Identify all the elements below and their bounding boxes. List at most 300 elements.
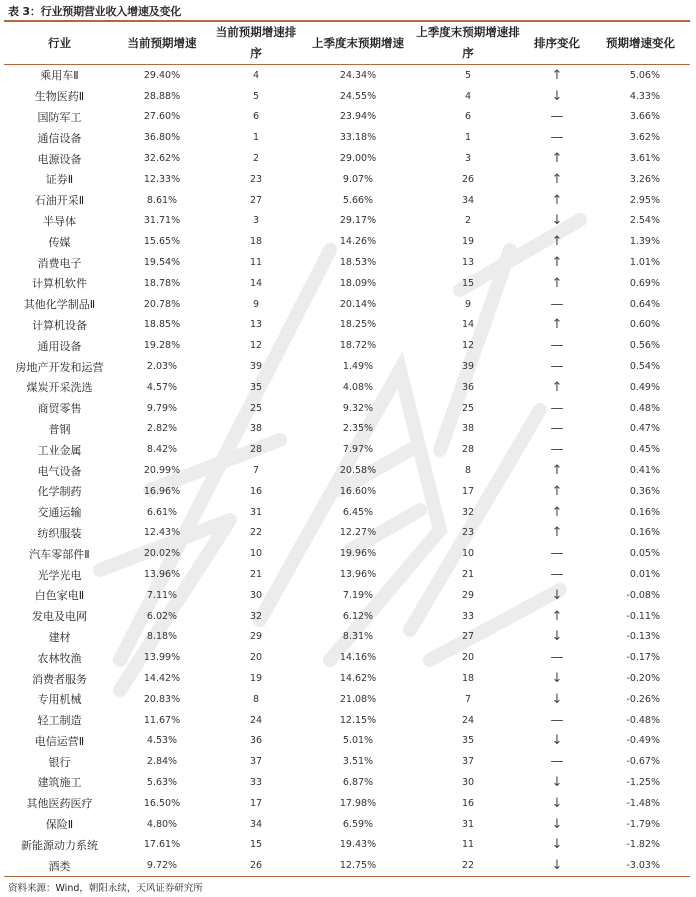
cell-current-growth: 13.96% [143,569,181,581]
cell-growth-change: -1.82% [626,839,660,851]
table-row [4,439,690,460]
cell-rank-change: ↑ [551,255,563,271]
cell-prev-growth: 6.59% [342,818,374,830]
cell-prev-growth: 1.49% [342,361,374,373]
cell-rank-change: ↓ [551,691,563,707]
cell-current-rank: 15 [249,839,263,851]
cell-growth-change: 5.06% [629,69,660,81]
header-current-growth: 当前预期增速 [115,21,209,65]
cell-current-growth: 18.78% [143,277,181,289]
cell-current-growth: 4.57% [146,381,178,393]
table-row [4,315,690,336]
header-growth-change: 预期增速变化 [591,21,690,65]
cell-prev-growth: 14.62% [339,673,377,684]
cell-rank-change: ↑ [551,67,563,83]
cell-industry: 工业金属 [37,443,82,457]
cell-growth-change: -0.17% [626,652,660,664]
cell-rank-change: ↓ [551,213,563,229]
table-row [4,211,690,232]
cell-prev-rank: 15 [461,277,475,289]
cell-rank-change: — [550,400,564,416]
table-row [4,668,690,689]
header-prev-growth: 上季度末预期增速 [303,21,413,65]
table-row [4,606,690,627]
cell-industry: 石油开采Ⅱ [34,194,85,208]
cell-industry: 其他医药医疗 [26,797,93,811]
cell-rank-change: ↑ [551,275,563,291]
cell-prev-growth: 12.75% [339,860,377,872]
cell-industry: 煤炭开采洗选 [26,381,93,395]
table-row [4,231,690,252]
cell-growth-change: 0.05% [629,548,660,560]
table-row [4,169,690,190]
cell-current-growth: 2.84% [146,756,178,768]
cell-current-growth: 31.71% [143,215,181,227]
cell-industry: 消费电子 [37,256,82,270]
cell-current-growth: 2.03% [146,361,178,373]
table-row [4,107,690,128]
table-row [4,523,690,544]
cell-current-rank: 16 [249,485,263,497]
cell-rank-change: — [550,650,564,666]
cell-prev-rank: 16 [461,797,475,809]
table-row [4,273,690,294]
cell-current-rank: 33 [249,776,263,788]
cell-current-rank: 7 [252,465,260,477]
table-row [4,793,690,814]
cell-prev-rank: 10 [461,548,475,560]
cell-prev-rank: 21 [461,569,475,581]
cell-industry: 银行 [48,755,71,769]
cell-prev-growth: 33.18% [339,132,377,144]
cell-industry: 光学光电 [37,568,82,582]
cell-rank-change: ↓ [551,733,563,749]
cell-prev-growth: 8.31% [342,631,374,643]
cell-prev-rank: 11 [461,839,475,851]
cell-prev-rank: 12 [461,340,475,352]
cell-prev-growth: 18.09% [339,277,377,289]
cell-current-growth: 9.72% [146,860,178,872]
cell-growth-change: 0.64% [629,298,660,310]
cell-industry: 商贸零售 [37,402,82,416]
cell-growth-change: 0.54% [629,361,660,373]
cell-current-rank: 29 [249,631,263,643]
cell-prev-rank: 28 [461,444,475,456]
cell-current-growth: 8.42% [146,444,178,456]
cell-prev-rank: 24 [461,714,475,726]
cell-current-growth: 17.61% [143,839,181,851]
cell-current-rank: 28 [249,444,263,456]
cell-rank-change: ↓ [551,629,563,645]
table-row [4,834,690,855]
table-row [4,855,690,876]
cell-current-growth: 8.61% [146,194,178,206]
cell-prev-growth: 3.51% [342,756,374,768]
table-row [4,356,690,377]
cell-rank-change: — [550,442,564,458]
cell-industry: 传媒 [48,235,71,249]
cell-prev-growth: 7.97% [342,444,374,456]
cell-prev-rank: 3 [464,153,472,165]
cell-prev-rank: 6 [464,111,472,123]
cell-current-growth: 4.80% [146,818,178,830]
cell-prev-growth: 14.16% [339,652,377,664]
cell-prev-growth: 19.43% [339,839,377,851]
cell-growth-change: -0.48% [626,714,660,726]
cell-industry: 纺织服装 [37,526,82,540]
cell-prev-growth: 18.72% [339,340,377,352]
cell-rank-change: ↑ [551,525,563,541]
cell-rank-change: ↑ [551,504,563,520]
cell-growth-change: 0.69% [629,277,660,289]
table-row [4,647,690,668]
cell-current-growth: 4.53% [146,735,178,747]
cell-current-growth: 8.18% [146,631,178,643]
cell-growth-change: 2.54% [629,215,660,227]
cell-industry: 电信运营Ⅱ [34,734,85,748]
cell-prev-rank: 34 [461,194,475,206]
cell-growth-change: -0.67% [626,756,660,768]
cell-industry: 交通运输 [37,506,82,520]
table-header-row [4,21,690,65]
cell-rank-change: — [550,296,564,312]
cell-current-growth: 9.79% [146,402,178,414]
cell-industry: 发电及电网 [32,610,87,624]
cell-current-growth: 12.33% [143,173,181,185]
cell-rank-change: — [550,546,564,562]
cell-current-growth: 13.99% [143,652,181,664]
cell-prev-rank: 14 [461,319,475,331]
cell-current-growth: 14.42% [143,673,181,684]
cell-prev-growth: 14.26% [339,236,377,248]
cell-prev-growth: 16.60% [339,485,377,497]
cell-rank-change: — [550,359,564,375]
cell-industry: 白色家电Ⅱ [34,589,85,603]
cell-current-growth: 7.11% [146,589,178,601]
cell-industry: 通用设备 [37,339,82,353]
cell-rank-change: ↓ [551,671,563,686]
table-row [4,564,690,585]
industry-revenue-table [4,20,690,877]
table-row [4,127,690,148]
cell-industry: 化学制药 [37,485,82,499]
table-row [4,772,690,793]
cell-industry: 通信设备 [37,131,82,145]
cell-current-rank: 26 [249,860,263,872]
cell-rank-change: ↑ [551,483,563,499]
cell-prev-growth: 9.07% [342,173,374,185]
cell-current-growth: 28.88% [143,90,181,102]
cell-industry: 乘用车Ⅱ [40,69,79,83]
cell-industry: 保险Ⅱ [45,818,74,832]
cell-current-growth: 27.60% [143,111,181,123]
table-row [4,731,690,752]
cell-current-rank: 31 [249,506,263,518]
cell-current-rank: 5 [252,90,260,102]
cell-prev-rank: 35 [461,735,475,747]
table-row [4,751,690,772]
table-row [4,335,690,356]
cell-current-rank: 36 [249,735,263,747]
cell-prev-growth: 29.17% [339,215,377,227]
cell-growth-change: 1.39% [629,236,660,248]
cell-current-rank: 27 [249,194,263,206]
cell-industry: 专用机械 [37,693,82,707]
cell-growth-change: -1.79% [626,818,660,830]
cell-current-rank: 35 [249,381,263,393]
table-row [4,148,690,169]
cell-current-growth: 19.54% [143,257,181,269]
cell-industry: 半导体 [43,214,76,228]
cell-prev-growth: 4.08% [342,381,374,393]
cell-growth-change: 0.47% [629,423,660,435]
cell-current-rank: 23 [249,173,263,185]
cell-rank-change: — [550,130,564,146]
cell-prev-growth: 6.12% [342,610,374,622]
cell-current-rank: 10 [249,548,263,560]
cell-industry: 电源设备 [37,152,82,166]
cell-prev-rank: 5 [464,69,472,81]
cell-prev-rank: 33 [461,610,475,622]
cell-prev-growth: 20.58% [339,465,377,477]
cell-prev-rank: 37 [461,756,475,768]
cell-growth-change: -1.48% [626,797,660,809]
cell-prev-rank: 22 [461,860,475,872]
cell-prev-rank: 31 [461,818,475,830]
cell-growth-change: 0.56% [629,340,660,352]
cell-rank-change: — [550,338,564,354]
table-row [4,65,690,86]
cell-rank-change: ↑ [551,234,563,250]
cell-prev-growth: 7.19% [342,589,374,601]
cell-rank-change: ↓ [551,795,563,811]
cell-prev-rank: 38 [461,423,475,435]
cell-prev-growth: 29.00% [339,153,377,165]
data-table-wrapper [4,20,690,877]
cell-prev-growth: 18.25% [339,319,377,331]
cell-current-growth: 12.43% [143,527,181,539]
cell-rank-change: ↓ [551,587,563,603]
cell-current-rank: 20 [249,652,263,664]
table-row [4,585,690,606]
cell-industry: 酒类 [48,859,71,873]
cell-growth-change: 3.26% [629,173,660,185]
cell-industry: 建材 [48,630,71,644]
cell-current-rank: 11 [249,257,263,269]
cell-industry: 轻工制造 [37,714,82,728]
table-row [4,689,690,710]
cell-current-rank: 25 [249,402,263,414]
cell-current-growth: 32.62% [143,153,181,165]
cell-industry: 国防军工 [37,110,82,124]
cell-growth-change: 3.62% [629,132,660,144]
cell-growth-change: 0.60% [629,319,660,331]
cell-prev-growth: 17.98% [339,797,377,809]
cell-current-growth: 20.99% [143,465,181,477]
cell-growth-change: 0.01% [629,569,660,581]
cell-current-rank: 32 [249,610,263,622]
cell-prev-rank: 18 [461,673,475,684]
cell-prev-growth: 24.55% [339,90,377,102]
cell-growth-change: 0.48% [629,402,660,414]
table-row [4,419,690,440]
cell-prev-growth: 24.34% [339,69,377,81]
cell-current-rank: 22 [249,527,263,539]
cell-growth-change: 0.16% [629,506,660,518]
table-row [4,190,690,211]
cell-prev-rank: 27 [461,631,475,643]
cell-rank-change: ↓ [551,837,563,853]
cell-prev-rank: 23 [461,527,475,539]
cell-rank-change: — [550,109,564,125]
cell-rank-change: — [550,421,564,437]
cell-growth-change: 4.33% [629,90,660,102]
cell-prev-rank: 17 [461,485,475,497]
cell-growth-change: -0.49% [626,735,660,747]
cell-current-growth: 29.40% [143,69,181,81]
cell-current-growth: 15.65% [143,236,181,248]
table-row [4,460,690,481]
table-body [4,65,690,877]
cell-current-rank: 37 [249,756,263,768]
cell-current-rank: 17 [249,797,263,809]
cell-prev-rank: 26 [461,173,475,185]
cell-industry: 生物医药Ⅱ [34,90,85,104]
cell-prev-growth: 23.94% [339,111,377,123]
cell-prev-growth: 2.35% [342,423,374,435]
table-row [4,543,690,564]
cell-prev-growth: 18.53% [339,257,377,269]
cell-industry: 证券Ⅱ [45,173,74,187]
cell-growth-change: 1.01% [629,257,660,269]
cell-prev-growth: 6.45% [342,506,374,518]
cell-prev-rank: 36 [461,381,475,393]
cell-rank-change: ↑ [551,463,563,479]
cell-industry: 建筑施工 [37,776,82,790]
cell-prev-rank: 19 [461,236,475,248]
cell-prev-growth: 9.32% [342,402,374,414]
table-row [4,398,690,419]
cell-rank-change: ↑ [551,608,563,624]
cell-growth-change: -0.26% [626,693,660,705]
cell-current-rank: 34 [249,818,263,830]
cell-rank-change: ↓ [551,858,563,874]
table-row [4,710,690,731]
table-row [4,252,690,273]
cell-growth-change: 3.61% [629,153,660,165]
cell-prev-rank: 9 [464,298,472,310]
cell-rank-change: ↓ [551,774,563,790]
cell-prev-rank: 30 [461,776,475,788]
cell-rank-change: ↓ [551,88,563,104]
cell-rank-change: — [550,754,564,770]
cell-current-rank: 4 [252,69,260,81]
cell-current-growth: 20.02% [143,548,181,560]
cell-current-rank: 12 [249,340,263,352]
cell-industry: 新能源动力系统 [21,838,98,852]
header-prev-rank: 上季度末预期增速排序 [413,21,523,65]
cell-growth-change: 0.49% [629,381,660,393]
cell-prev-rank: 39 [461,361,475,373]
cell-rank-change: ↑ [551,317,563,333]
cell-prev-growth: 12.27% [339,527,377,539]
cell-current-growth: 16.96% [143,485,181,497]
cell-industry: 普钢 [48,422,71,436]
cell-growth-change: -0.20% [626,673,660,684]
table-row [4,294,690,315]
header-industry: 行业 [4,21,115,65]
cell-growth-change: -1.25% [626,776,660,788]
cell-prev-growth: 5.66% [342,194,374,206]
cell-current-rank: 39 [249,361,263,373]
cell-current-rank: 13 [249,319,263,331]
cell-growth-change: 0.16% [629,527,660,539]
cell-growth-change: 0.36% [629,485,660,497]
cell-industry: 电气设备 [37,464,82,478]
table-row [4,627,690,648]
cell-current-growth: 20.78% [143,298,181,310]
cell-growth-change: 0.41% [629,465,660,477]
cell-current-growth: 2.82% [146,423,178,435]
cell-growth-change: 2.95% [629,194,660,206]
cell-current-rank: 1 [252,132,260,144]
cell-industry: 计算机设备 [32,318,87,332]
cell-prev-rank: 2 [464,215,472,227]
cell-current-growth: 11.67% [143,714,181,726]
cell-growth-change: -0.11% [626,610,660,622]
cell-current-rank: 3 [252,215,260,227]
cell-prev-rank: 8 [464,465,472,477]
cell-prev-rank: 4 [464,90,472,102]
cell-prev-rank: 25 [461,402,475,414]
cell-current-rank: 9 [252,298,260,310]
cell-current-growth: 36.80% [143,132,181,144]
cell-growth-change: -0.08% [626,589,660,601]
source-note: 资料来源：Wind，朝阳永续，天风证券研究所 [8,883,203,894]
cell-rank-change: ↑ [551,151,563,167]
cell-prev-rank: 29 [461,589,475,601]
header-current-rank: 当前预期增速排序 [209,21,303,65]
cell-current-growth: 6.02% [146,610,178,622]
cell-current-rank: 6 [252,111,260,123]
cell-current-rank: 14 [249,277,263,289]
cell-current-growth: 5.63% [146,776,178,788]
cell-current-growth: 19.28% [143,340,181,352]
table-caption: 表 3：行业预期营业收入增速及变化 [8,5,182,18]
cell-prev-rank: 1 [464,132,472,144]
cell-prev-growth: 13.96% [339,569,377,581]
cell-current-rank: 30 [249,589,263,601]
table-row [4,377,690,398]
table-row [4,86,690,107]
cell-rank-change: — [550,567,564,583]
cell-rank-change: ↑ [551,171,563,187]
cell-rank-change: — [550,712,564,728]
cell-current-rank: 19 [249,673,263,684]
table-row [4,814,690,835]
cell-industry: 房地产开发和运营 [15,360,104,374]
cell-prev-growth: 21.08% [339,693,377,705]
cell-prev-growth: 20.14% [339,298,377,310]
cell-growth-change: -3.03% [626,860,660,872]
cell-prev-growth: 12.15% [339,714,377,726]
cell-growth-change: 0.45% [629,444,660,456]
table-row [4,502,690,523]
header-rank-change: 排序变化 [523,21,591,65]
cell-current-rank: 8 [252,693,260,705]
cell-prev-rank: 32 [461,506,475,518]
cell-prev-growth: 6.87% [342,776,374,788]
